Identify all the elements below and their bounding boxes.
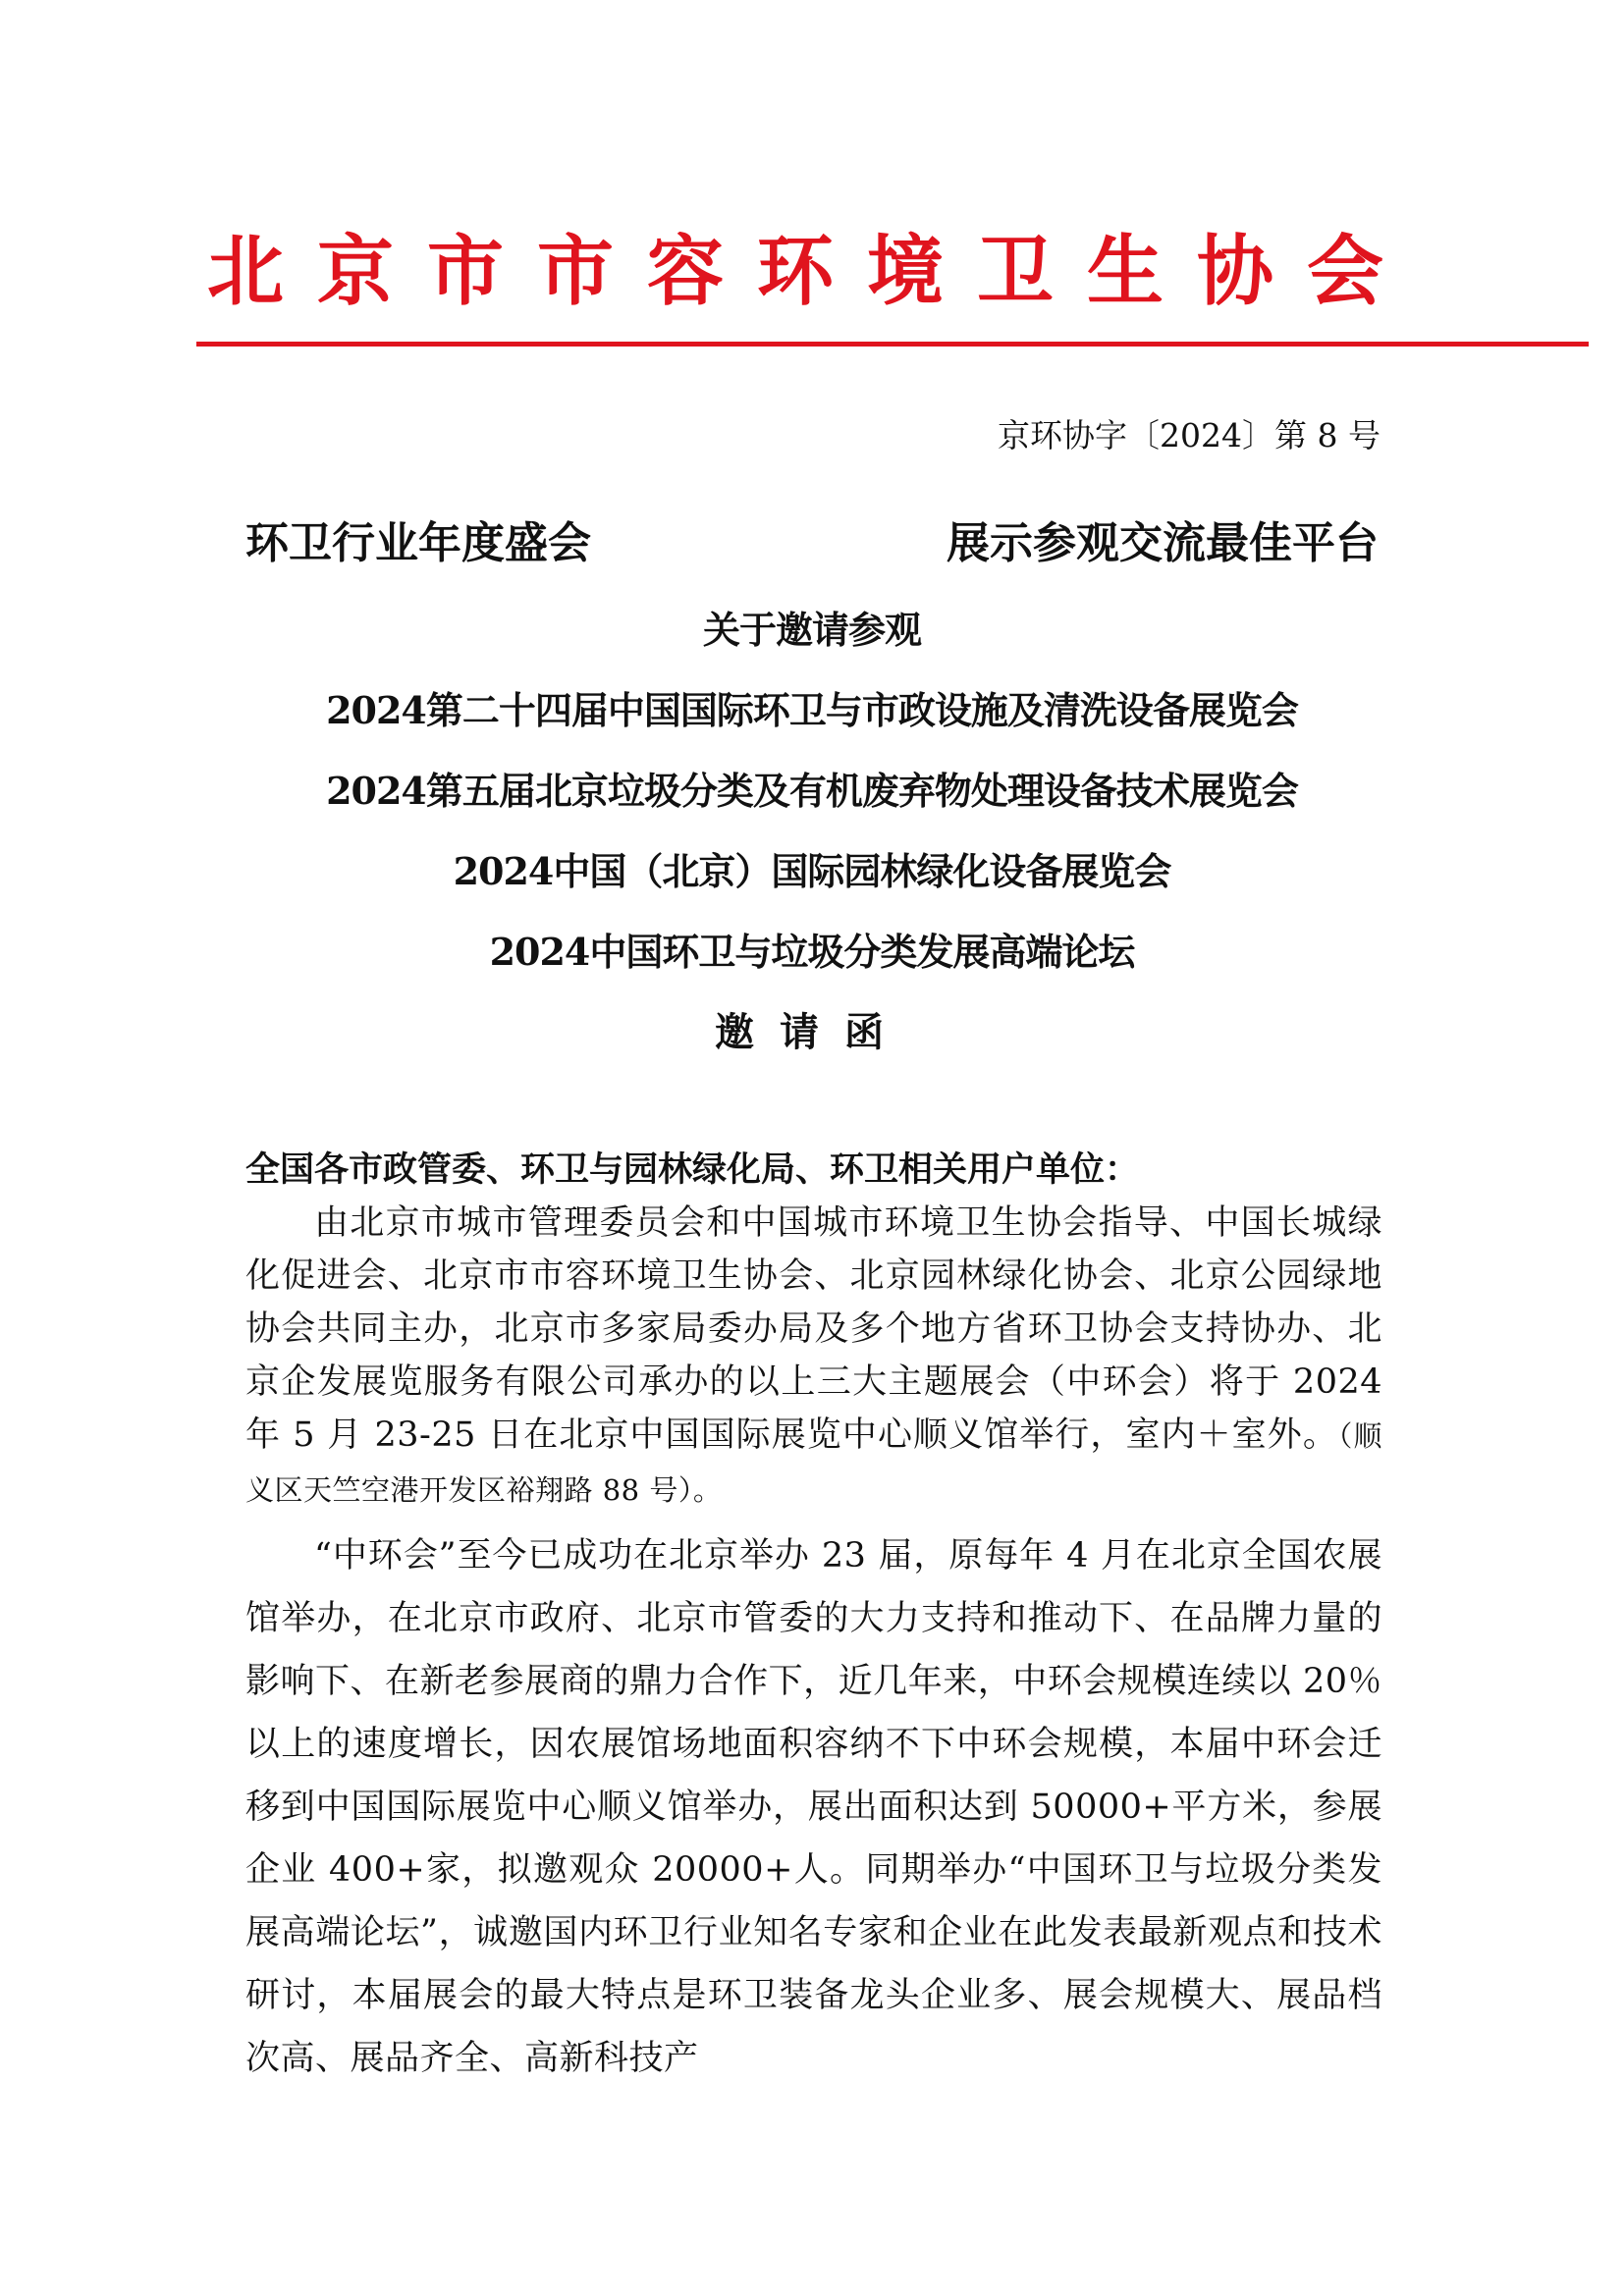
title-line-exhibition-3: 2024中国（北京）国际园林绿化设备展览会 bbox=[453, 849, 1171, 893]
document-number: 京环协字〔2024〕第 8 号 bbox=[998, 416, 1380, 454]
paragraph-1 bbox=[245, 1197, 1382, 1517]
slogan-left: 环卫行业年度盛会 bbox=[245, 518, 591, 568]
salutation: 全国各市政管委、环卫与园林绿化局、环卫相关用户单位： bbox=[245, 1150, 1140, 1190]
paragraph-1-text: 由北京市城市管理委员会和中国城市环境卫生协会指导、中国长城绿化促进会、北京市市容环境卫生协会、北京园林绿化协会、北京公园绿地协会共同主办，北京市多家局委办局及多个地方省环卫协会支持协办、北京企发展览服务有限公司承办的以上三大主题展会（中环会）将于 2024 年 5 月 23-25 日在北京中国国际展览中心顺义馆举行，室内＋室外。 bbox=[245, 1203, 1382, 1455]
title-line-exhibition-1: 2024第二十四届中国国际环卫与市政设施及清洗设备展览会 bbox=[326, 688, 1298, 732]
title-line-exhibition-2: 2024第五届北京垃圾分类及有机废弃物处理设备技术展览会 bbox=[326, 769, 1298, 813]
venue-address-note: （顺义区天竺空港开发区裕翔路 88 号）。 bbox=[245, 1419, 1382, 1507]
paragraph-2: “中环会”至今已成功在北京举办 23 届，原每年 4 月在北京全国农展馆举办，在北京市政府、北京市管委的大力支持和推动下、在品牌力量的影响下、在新老参展商的鼎力合作下，近几年来，中环会规模连续以 20％以上的速度增长，因农展馆场地面积容纳不下中环会规模，本届中环会迁移到中国国际展览中心顺义馆举办，展出面积达到 50000+平方米，参展企业 400+家，拟邀观众 20000+人。同期举办“中国环卫与垃圾分类发展高端论坛”，诚邀国内环卫行业知名专家和企业在此发表最新观点和技术研讨，本届展会的最大特点是环卫装备龙头企业多、展会规模大、展品档次高、展品齐全、高新科技产 bbox=[245, 1536, 1382, 2078]
letterhead-org-name: 北京市市容环境卫生协会 bbox=[206, 227, 1417, 316]
invitation-heading: 邀请函 bbox=[715, 1009, 909, 1055]
title-line-intro: 关于邀请参观 bbox=[702, 608, 921, 652]
letterhead-red-divider bbox=[196, 342, 1589, 347]
document-title bbox=[0, 601, 1624, 1084]
letter-body bbox=[245, 1144, 1382, 2090]
title-line-forum: 2024中国环卫与垃圾分类发展高端论坛 bbox=[489, 930, 1135, 974]
slogan-right: 展示参观交流最佳平台 bbox=[947, 518, 1379, 568]
